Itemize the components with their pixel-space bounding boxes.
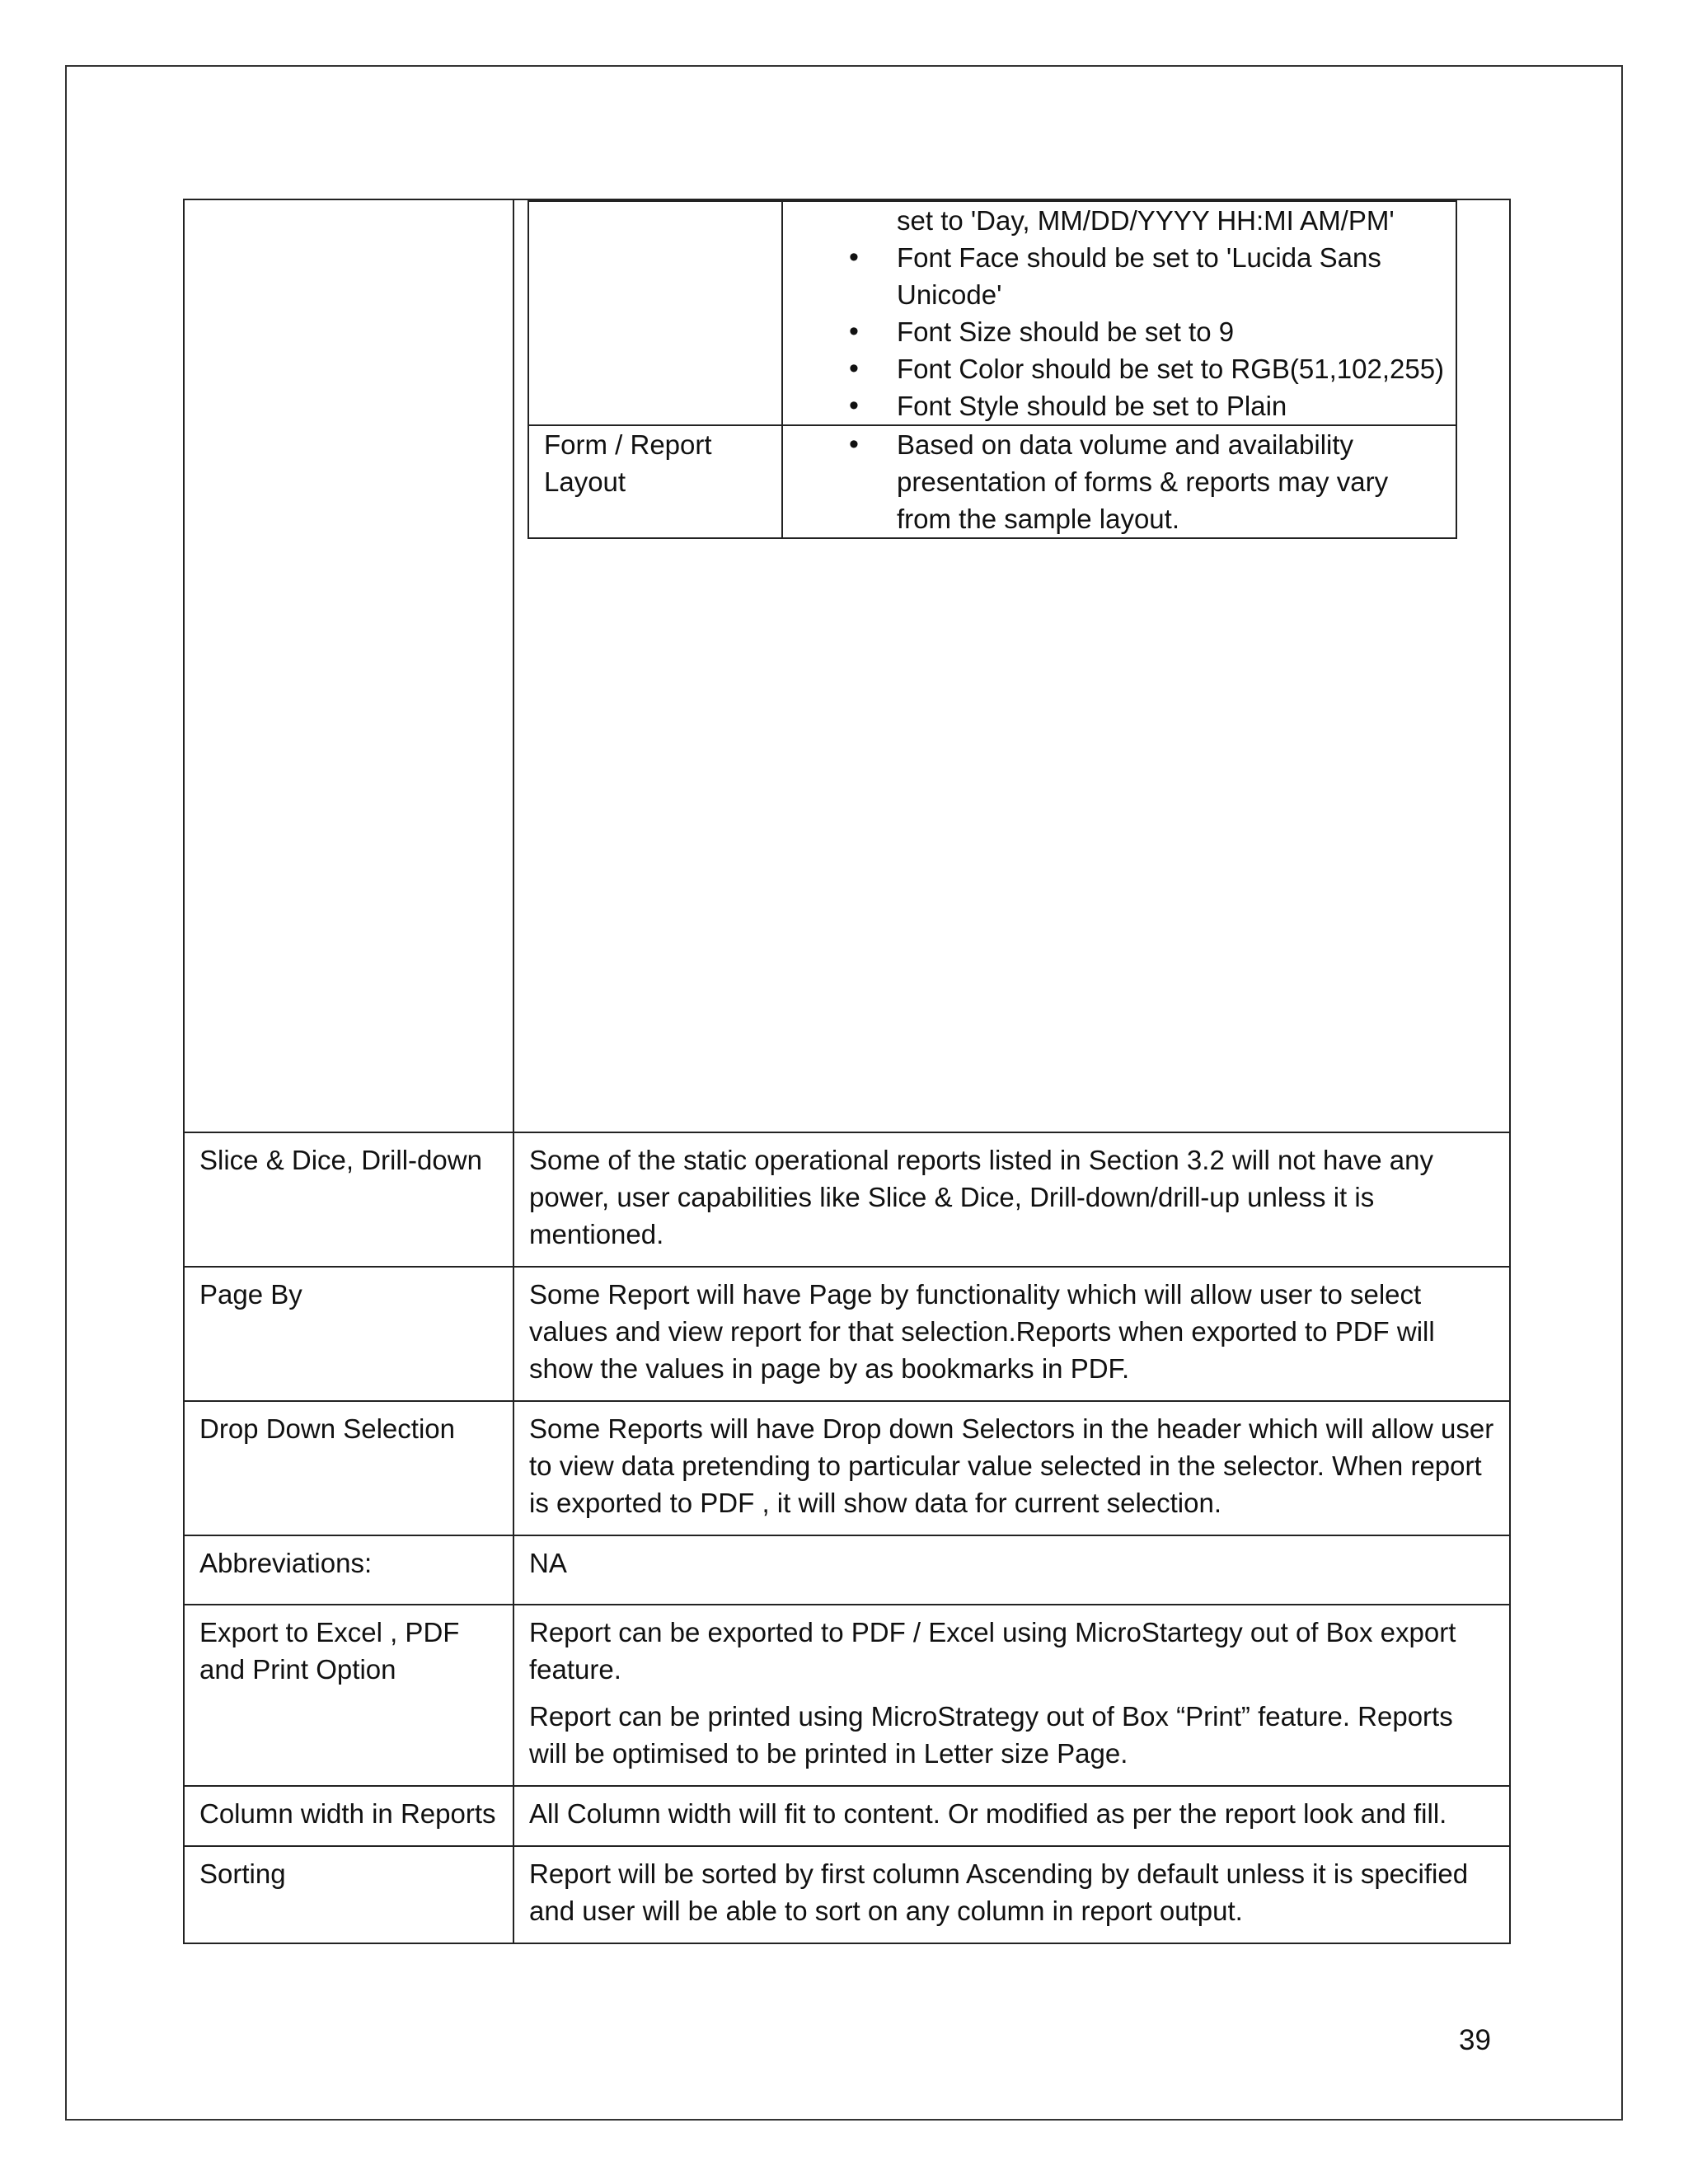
- row-text: Report will be sorted by first column Ascending by default unless it is specified and user will be able to sort on any column in report output.: [529, 1858, 1469, 1926]
- row-text: Some Report will have Page by functionality which will allow user to select values and view report for that selection.Reports when exported to PDF will show the values in page by as bookmarks in PDF.: [529, 1279, 1435, 1384]
- list-item: • Based on data volume and availability presentation of forms & reports may vary from the sample layout.: [897, 426, 1447, 537]
- row-body: [513, 1535, 1510, 1605]
- row-body: [513, 1401, 1510, 1535]
- row-label: Drop Down Selection: [184, 1401, 513, 1535]
- nested-table-cell: [513, 199, 1510, 1132]
- row-label: Slice & Dice, Drill-down: [184, 1132, 513, 1267]
- list-item: set to 'Day, MM/DD/YYYY HH:MI AM/PM': [897, 205, 1395, 236]
- row-text: All Column width will fit to content. Or modified as per the report look and fill.: [529, 1798, 1447, 1829]
- nested-row: [528, 425, 1456, 538]
- nested-table: [528, 200, 1457, 539]
- row-text: Some Reports will have Drop down Selectors in the header which will allow user to view data pretending to particular value selected in the selector. When report is exported to PDF , it will show data for current selection.: [529, 1413, 1494, 1518]
- nested-row-label: Form / Report Layout: [528, 425, 782, 538]
- list-item: • Font Size should be set to 9: [897, 313, 1447, 350]
- row-body: [513, 1846, 1510, 1943]
- table-row: [184, 1846, 1510, 1943]
- table-row: [184, 199, 1510, 1132]
- table-row: [184, 1132, 1510, 1267]
- row-text: Some of the static operational reports listed in Section 3.2 will not have any power, user capabilities like Slice & Dice, Drill-down/drill-up unless it is mentioned.: [529, 1145, 1433, 1249]
- row-body: [513, 1786, 1510, 1846]
- row-label: Abbreviations:: [184, 1535, 513, 1605]
- table-row: [184, 1401, 1510, 1535]
- row-text: Report can be exported to PDF / Excel using MicroStartegy out of Box export feature.: [529, 1617, 1456, 1685]
- bullet-list: [783, 426, 1447, 537]
- list-item: • Font Style should be set to Plain: [897, 387, 1447, 424]
- table-row: [184, 1605, 1510, 1786]
- table-row: [184, 1535, 1510, 1605]
- row-label: [184, 199, 513, 1132]
- row-label: Export to Excel , PDF and Print Option: [184, 1605, 513, 1786]
- row-text: NA: [529, 1548, 567, 1578]
- table-row: [184, 1786, 1510, 1846]
- list-item: • Font Face should be set to 'Lucida Sans Unicode': [897, 239, 1447, 313]
- bullet-list: [783, 202, 1447, 424]
- requirements-table: [183, 199, 1511, 1944]
- nested-row-body: [782, 201, 1456, 425]
- row-label: Column width in Reports: [184, 1786, 513, 1846]
- row-label: Page By: [184, 1267, 513, 1401]
- row-body: [513, 1267, 1510, 1401]
- row-label: Sorting: [184, 1846, 513, 1943]
- row-body: [513, 1605, 1510, 1786]
- nested-row-label: [528, 201, 782, 425]
- page-number: 39: [1459, 2024, 1491, 2056]
- nested-row-body: [782, 425, 1456, 538]
- row-text: Report can be printed using MicroStrategy out of Box “Print” feature. Reports will be optimised to be printed in Letter size Page.: [529, 1701, 1453, 1769]
- nested-row: [528, 201, 1456, 425]
- table-row: [184, 1267, 1510, 1401]
- list-item: • Font Color should be set to RGB(51,102,255): [897, 350, 1447, 387]
- row-body: [513, 1132, 1510, 1267]
